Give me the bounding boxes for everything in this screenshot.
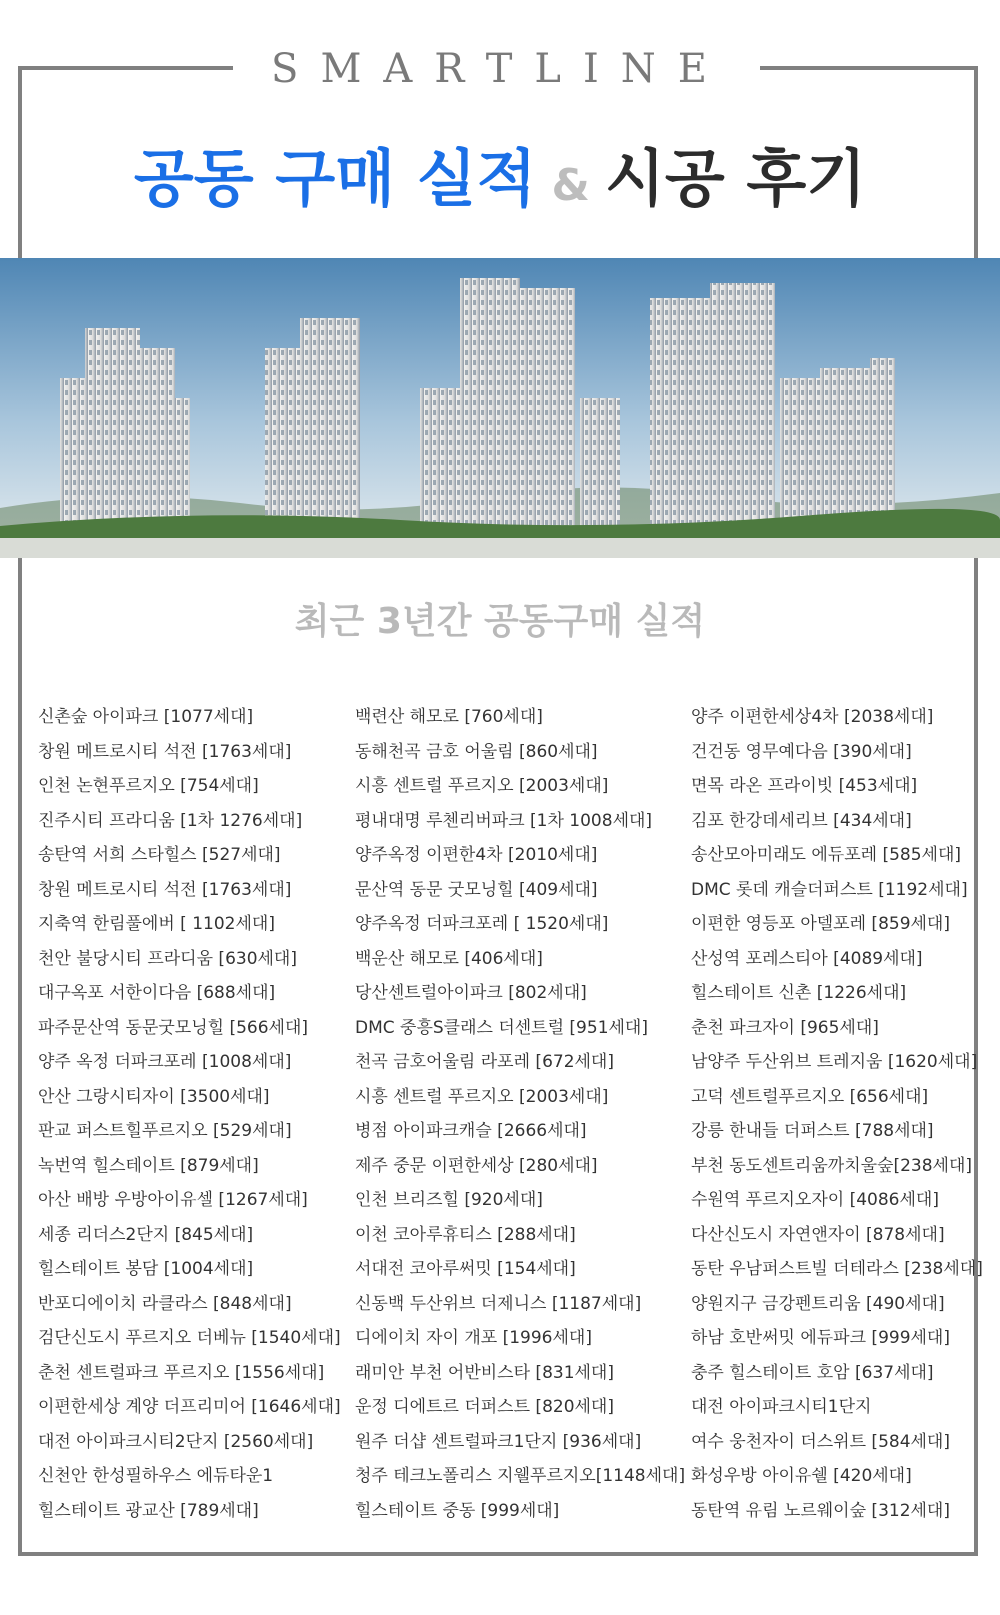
title-part2: 시공 후기 [604,142,867,215]
section-subtitle: 최근 3년간 공동구매 실적 [294,601,706,642]
project-list-item: 진주시티 프라디움 [1차 1276세대] [38,810,303,831]
project-list-item: 신동백 두산위브 더제니스 [1187세대] [355,1293,642,1314]
project-list-item: 창원 메트로시티 석전 [1763세대] [38,741,292,762]
project-list-column-3 [691,700,981,1528]
project-list-item: 여수 웅천자이 더스위트 [584세대] [691,1431,950,1452]
project-list-item: 원주 더샵 센트럴파크1단지 [936세대] [355,1431,642,1452]
project-list-item: 이편한세상 계양 더프리미어 [1646세대] [38,1397,341,1417]
project-list-item: 힐스테이트 중동 [999세대] [355,1500,560,1521]
project-list-item: 남양주 두산위브 트레지움 [1620세대] [691,1052,978,1072]
project-list-item: 하남 호반써밋 에듀파크 [999세대] [691,1328,950,1348]
title-part1: 공동 구매 실적 [133,142,537,215]
project-list-item: 천곡 금호어울림 라포레 [672세대] [355,1052,614,1072]
page-title [0,143,1000,231]
project-list-item: 검단신도시 푸르지오 더베뉴 [1540세대] [38,1328,341,1348]
project-list-item: DMC 롯데 캐슬더퍼스트 [1192세대] [691,879,968,900]
project-list-item: 당산센트럴아이파크 [802세대] [355,983,587,1003]
project-list-item: 고덕 센트럴푸르지오 [656세대] [691,1086,929,1107]
brand-logo-text: SMARTLINE [271,46,729,92]
project-list-item: 이편한 영등포 아델포레 [859세대] [691,914,950,934]
project-list-item: 아산 배방 우방아이유셀 [1267세대] [38,1190,308,1210]
title-ampersand: & [551,160,590,211]
project-list-item: 천안 불당시티 프라디움 [630세대] [38,948,297,969]
project-list-item: 부천 동도센트리움까치울숲[238세대] [691,1155,973,1176]
project-list-item: 수원역 푸르지오자이 [4086세대] [691,1190,939,1210]
project-list-item: 인천 논현푸르지오 [754세대] [38,776,259,796]
project-list-item: 창원 메트로시티 석전 [1763세대] [38,879,292,900]
project-list-item: 신촌숲 아이파크 [1077세대] [38,707,254,727]
project-list-item: 면목 라온 프라이빗 [453세대] [691,776,918,796]
project-list-item: 안산 그랑시티자이 [3500세대] [38,1086,270,1107]
project-list-item: 강릉 한내들 더퍼스트 [788세대] [691,1121,934,1141]
project-list-item: 신천안 한성필하우스 에듀타운1 [38,1466,274,1486]
project-list-item: 판교 퍼스트힐푸르지오 [529세대] [38,1121,292,1141]
project-list-item: 양주옥정 이편한4차 [2010세대] [355,845,598,865]
project-list-item: 대구옥포 서한이다음 [688세대] [38,983,276,1003]
project-list-item: 평내대명 루첸리버파크 [1차 1008세대] [355,810,653,831]
project-list-column-2 [355,700,695,1528]
project-list-item: 힐스테이트 신촌 [1226세대] [691,983,907,1003]
project-list-item: 송탄역 서희 스타힐스 [527세대] [38,845,281,865]
project-list-item: 양원지구 금강펜트리움 [490세대] [691,1293,945,1314]
project-list-item: 시흥 센트럴 푸르지오 [2003세대] [355,1086,609,1107]
project-list-item: 양주 옥정 더파크포레 [1008세대] [38,1052,292,1072]
project-list-item: 동탄 우남퍼스트빌 더테라스 [238세대] [691,1259,983,1279]
project-list-item: 양주 이편한세상4차 [2038세대] [691,707,934,727]
project-list-item: 충주 힐스테이트 호암 [637세대] [691,1362,934,1383]
project-list-item: 춘천 파크자이 [965세대] [691,1017,879,1038]
project-list-item: 녹번역 힐스테이트 [879세대] [38,1155,259,1176]
project-list-item: 병점 아이파크캐슬 [2666세대] [355,1121,587,1141]
project-list-item: 시흥 센트럴 푸르지오 [2003세대] [355,776,609,796]
project-list-item: 양주옥정 더파크포레 [ 1520세대] [355,914,609,934]
project-list-item: 서대전 코아루써밋 [154세대] [355,1259,576,1279]
project-list-item: 반포디에이치 라클라스 [848세대] [38,1293,292,1314]
project-list-item: 디에이치 자이 개포 [1996세대] [355,1328,592,1348]
project-list-item: 대전 아이파크시티1단지 [691,1397,872,1417]
project-list-item: 화성우방 아이유쉘 [420세대] [691,1466,912,1486]
project-list-item: 백운산 해모로 [406세대] [355,948,543,969]
project-list-item: 문산역 동문 굿모닝힐 [409세대] [355,879,598,900]
project-list-item: 대전 아이파크시티2단지 [2560세대] [38,1431,314,1452]
project-list-item: 동해천곡 금호 어울림 [860세대] [355,741,598,762]
project-list-item: 송산모아미래도 에듀포레 [585세대] [691,845,962,865]
project-list-item: 산성역 포레스티아 [4089세대] [691,948,923,969]
project-list-item: 김포 한강데세리브 [434세대] [691,810,912,831]
project-list-item: DMC 중흥S클래스 더센트럴 [951세대] [355,1017,648,1038]
project-list-item: 힐스테이트 광교산 [789세대] [38,1500,259,1521]
project-list-item: 래미안 부천 어반비스타 [831세대] [355,1362,614,1383]
project-list-column-1 [38,700,348,1528]
project-list-item: 세종 리더스2단지 [845세대] [38,1224,254,1245]
project-list-item: 인천 브리즈힐 [920세대] [355,1190,543,1210]
project-list-item: 제주 중문 이편한세상 [280세대] [355,1155,598,1176]
project-list-item: 이천 코아루휴티스 [288세대] [355,1224,576,1245]
project-list-item: 지축역 한림풀에버 [ 1102세대] [38,914,275,934]
project-list-item: 춘천 센트럴파크 푸르지오 [1556세대] [38,1362,325,1383]
project-list-item: 힐스테이트 봉담 [1004세대] [38,1259,254,1279]
apartment-hero-image [0,258,1000,558]
project-list-item: 동탄역 유림 노르웨이숲 [312세대] [691,1500,950,1521]
project-list-item: 파주문산역 동문굿모닝힐 [566세대] [38,1017,309,1038]
project-list-item: 건건동 영무예다음 [390세대] [691,741,912,762]
project-list-item: 다산신도시 자연앤자이 [878세대] [691,1224,945,1245]
project-list-item: 청주 테크노폴리스 지웰푸르지오[1148세대] [355,1466,686,1486]
project-list-item: 운정 디에트르 더퍼스트 [820세대] [355,1397,614,1417]
project-list-item: 백련산 해모로 [760세대] [355,707,543,727]
